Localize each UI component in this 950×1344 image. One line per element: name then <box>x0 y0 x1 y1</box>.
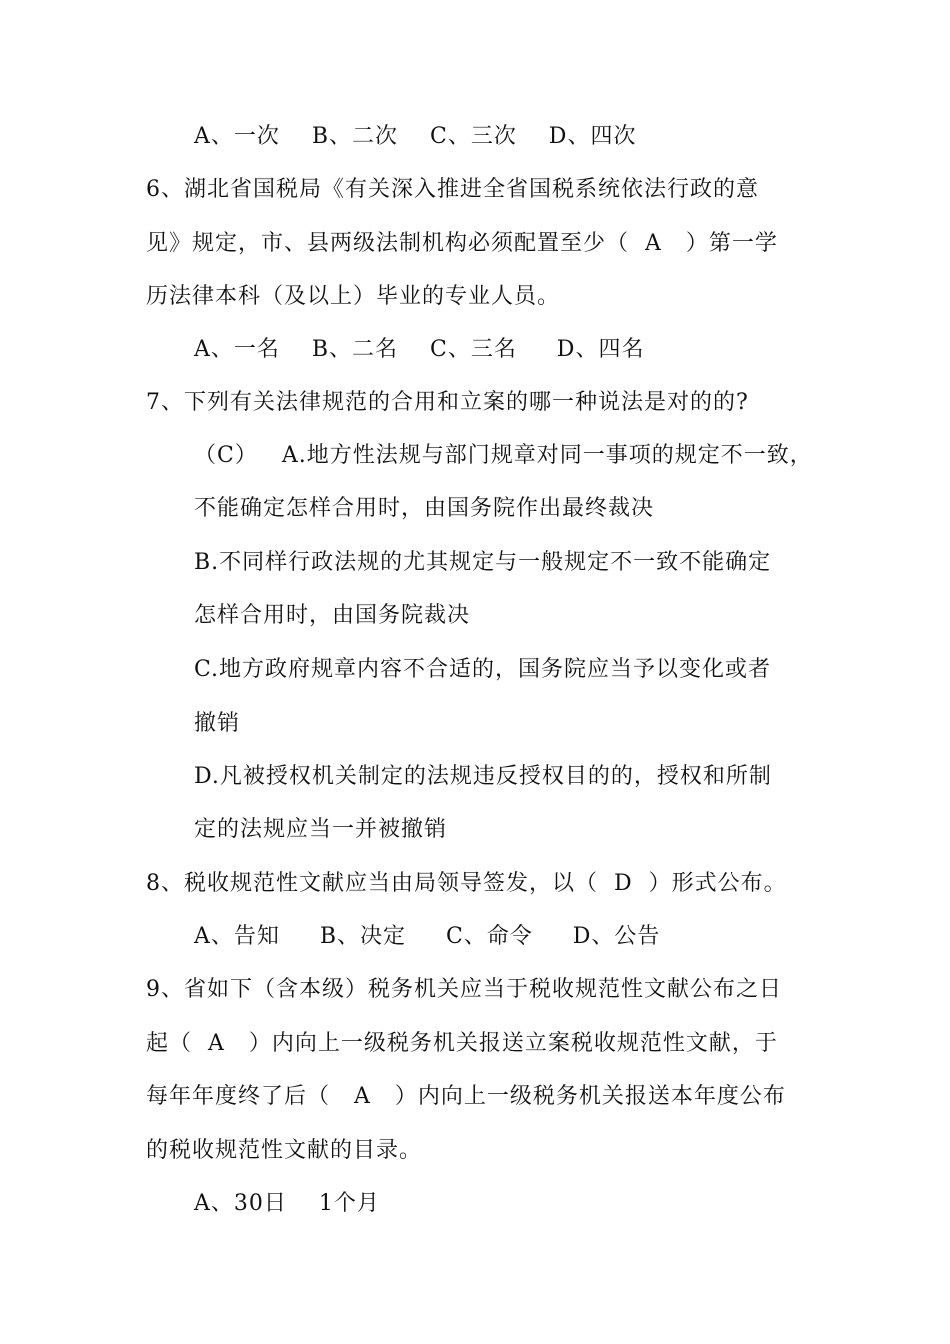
q7-option-d-line-1: D.凡被授权机关制定的法规违反授权目的的，授权和所制 <box>194 764 772 789</box>
q8-text-line-1: 8、税收规范性文献应当由局领导签发，以（ D ）形式公布。 <box>146 871 787 896</box>
q8-options: A、告知 B、决定 C、命令 D、公告 <box>194 924 661 949</box>
q6-text-line-1: 6、湖北省国税局《有关深入推进全省国税系统依法行政的意 <box>146 177 759 202</box>
q7-text-line-1: 7、下列有关法律规范的合用和立案的哪一种说法是对的的? <box>146 390 749 415</box>
q6-text-line-3: 历法律本科（及以上）毕业的专业人员。 <box>146 284 561 309</box>
q7-option-c-line-2: 撤销 <box>194 711 241 736</box>
q5-options: A、一次 B、二次 C、三次 D、四次 <box>194 124 637 149</box>
q7-option-b-line-2: 怎样合用时，由国务院裁决 <box>194 603 471 628</box>
q9-text-line-4: 的税收规范性文献的目录。 <box>146 1138 423 1163</box>
q9-text-line-2: 起（ A ）内向上一级税务机关报送立案税收规范性文献，于 <box>146 1031 778 1056</box>
q9-text-line-1: 9、省如下（含本级）税务机关应当于税收规范性文献公布之日 <box>146 977 782 1002</box>
q7-option-d-line-2: 定的法规应当一并被撤销 <box>194 817 448 842</box>
q6-options: A、一名 B、二名 C、三名 D、四名 <box>194 337 645 362</box>
q6-text-line-2: 见》规定，市、县两级法制机构必须配置至少（ A ）第一学 <box>146 231 778 256</box>
q7-option-a-line-1: （C） A.地方性法规与部门规章对同一事项的规定不一致， <box>194 443 813 468</box>
q7-option-c-line-1: C.地方政府规章内容不合适的，国务院应当予以变化或者 <box>194 657 772 682</box>
q9-option-a: A、30日 1个月 <box>194 1191 380 1216</box>
q7-option-a-line-2: 不能确定怎样合用时，由国务院作出最终裁决 <box>194 496 655 521</box>
q7-option-b-line-1: B.不同样行政法规的尤其规定与一般规定不一致不能确定 <box>194 550 772 575</box>
q9-text-line-3: 每年年度终了后（ A ）内向上一级税务机关报送本年度公布 <box>146 1084 786 1109</box>
